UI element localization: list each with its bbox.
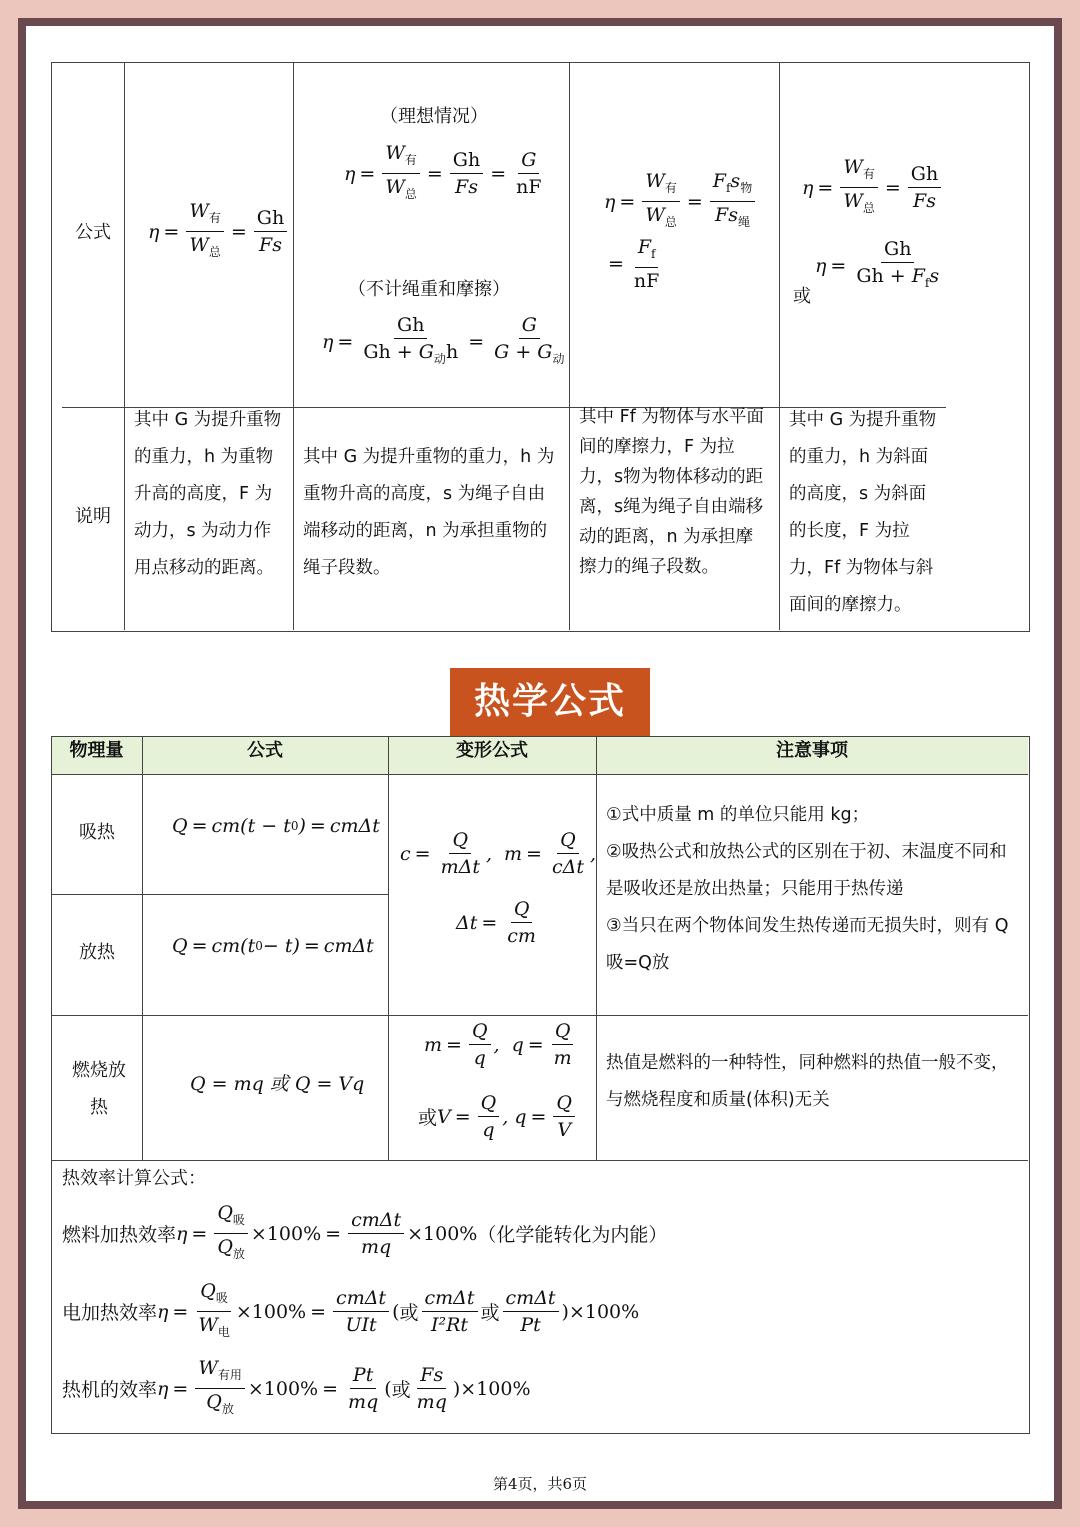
formula-absorb: Q = cm(t − t 0 ) = cmΔt [172,815,380,837]
row-label-formula: 公式 [75,222,111,243]
formula-combustion: Q = mq 或 Q = Vq [190,1073,365,1095]
formula-incline: η = $W_有$ $W_总$ = $\frac{Gh}{Fs}$ [802,156,944,219]
formula-incline-2: η = Gh $Gh + F_fs$ [815,238,940,290]
desc-incline: 其中 G 为提升重物的重力，h 为斜面的高度，s 为斜面的长度，F 为拉力，Ff 为物体与斜面间的摩擦力。 [789,410,937,615]
header-notes: 注意事项 [776,740,848,761]
desc-horizontal: 其中 Ff 为物体与水平面间的摩擦力，F 为拉力，s物为物体移动的距离，s绳为绳子自由端移动的距离，n 为承担摩擦力的绳子段数。 [579,407,764,577]
desc-pulley: 其中 G 为提升重物的重力，h 为重物升高的高度，s 为绳子自由端移动的距离，n 为承担重物的绳子段数。 [303,447,555,578]
formula-electric-efficiency: 电加热效率 η = $Q_吸$ $W_电$ ×100% = cmΔt UIt ( 或 cmΔt I²Rt 或 cmΔt Pt )×100% [62,1280,640,1339]
note-3: ③当只在两个物体间发生热传递而无损失时，则有 Q吸=Q放 [606,916,1009,973]
or-label: 或 [793,286,811,307]
derived-v-q: 或 V = $\frac{Q}{q}$ , q = $\frac{Q}{V}$ [418,1092,578,1141]
ideal-case-label: （理想情况） [380,106,488,127]
formula-release: Q = cm(t 0 − t) = cmΔt [172,935,374,957]
or-word: 或 [418,1107,438,1129]
note-1: ①式中质量 m 的单位只能用 kg； [606,805,870,825]
desc-lever: 其中 G 为提升重物的重力，h 为重物升高的高度，F 为动力，s 为动力作用点移动的距离。 [134,410,282,578]
elec-eff-label: 电加热效率 [62,1302,158,1324]
derived-c-m: c = Q mΔt , m = Q cΔt , [400,829,596,878]
page-footer: 第4页，共6页 [492,1475,588,1493]
formula-pulley-real: η = Gh $Gh + G_动h$ = G $G + G_动$ [322,314,565,366]
row-release: 放热 [79,942,115,963]
header-quantity: 物理量 [69,740,124,761]
formula-pulley-ideal: η = $W_有$ $W_总$ = $\frac{Gh}{Fs}$ = $\frac{G}{nF}$ [344,142,542,201]
formula-horizontal-pull: η = $W_有$ $W_总$ = $F_fs_物$ $Fs_绳$ [604,170,758,233]
row-combustion: 燃烧放热 [72,1060,126,1118]
fuel-eff-note: （化学能转化为内能） [477,1224,668,1246]
efficiency-title: 热效率计算公式： [62,1168,206,1189]
no-friction-label: （不计绳重和摩擦） [348,279,510,300]
row-label-description: 说明 [75,506,111,527]
derived-dt: Δt = $\frac{Q}{cm}$ [456,898,536,947]
fuel-eff-label: 燃料加热效率 [62,1224,177,1246]
note-heat-value: 热值是燃料的一种特性，同种燃料的热值一般不变，与燃烧程度和质量(体积)无关 [606,1053,1009,1110]
row-absorb: 吸热 [79,822,115,843]
section-title: 热学公式 [450,668,650,736]
formula-horizontal-pull-2: = $\frac{F_f}{nF}$ [608,236,660,292]
formula-fuel-efficiency: 燃料加热效率 η = $Q_吸$ $Q_放$ ×100% = cmΔt mq ×100% （化学能转化为内能） [62,1202,668,1261]
engine-eff-label: 热机的效率 [62,1379,158,1401]
header-formula: 公式 [247,740,283,761]
formula-engine-efficiency: 热机的效率 η = $W_{有用}$ $Q_放$ ×100% = $\frac{Pt}{mq}$ ( 或 Fs mq )×100% [62,1357,531,1416]
header-derived: 变形公式 [456,740,528,761]
derived-m-q: m = $\frac{Q}{q}$ , q = $\frac{Q}{m}$ [424,1020,572,1069]
note-2: ②吸热公式和放热公式的区别在于初、末温度不同和是吸收还是放出热量；只能用于热传递 [606,842,1007,899]
formula-lever: η = $W_有$ $W_总$ = $\frac{Gh}{Fs}$ [148,200,290,263]
